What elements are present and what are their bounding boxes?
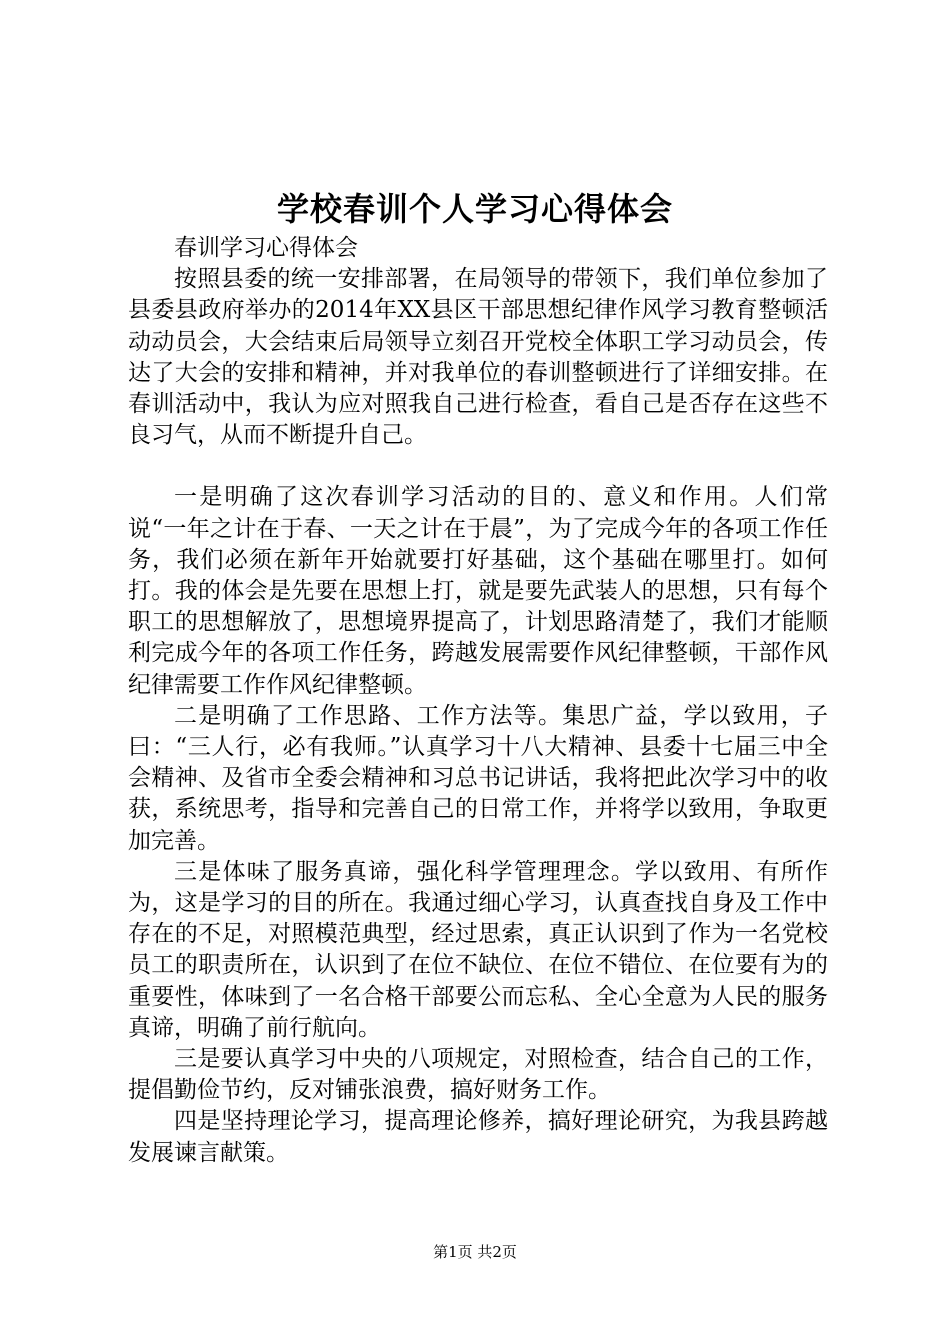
point-four-paragraph: 四是坚持理论学习，提高理论修养，搞好理论研究，为我县跨越发展谏言献策。 — [128, 1108, 828, 1166]
page-number-footer: 第1页 共2页 — [433, 1243, 517, 1261]
point-two-paragraph: 二是明确了工作思路、工作方法等。集思广益，学以致用，子曰：“三人行，必有我师。”认真学习十八大精神、县委十七届三中全会精神、及省市全委会精神和习总书记讲话，我将把此次学习中的收获，系统思考，指导和完善自己的日常工作，并将学以致用，争取更加完善。 — [128, 702, 828, 854]
intro-paragraph: 按照县委的统一安排部署，在局领导的带领下，我们单位参加了县委县政府举办的2014年XX县区干部思想纪律作风学习教育整顿活动动员会，大会结束后局领导立刻召开党校全体职工学习动员会，传达了大会的安排和精神，并对我单位的春训整顿进行了详细安排。在春训活动中，我认为应对照我自己进行检查，看自己是否存在这些不良习气，从而不断提升自己。 — [128, 266, 828, 449]
point-one-paragraph: 一是明确了这次春训学习活动的目的、意义和作用。人们常说“一年之计在于春、一天之计在于晨”，为了完成今年的各项工作任务，我们必须在新年开始就要打好基础，这个基础在哪里打。如何打。我的体会是先要在思想上打，就是要先武装人的思想，只有每个职工的思想解放了，思想境界提高了，计划思路清楚了，我们才能顺利完成今年的各项工作任务，跨越发展需要作风纪律整顿，干部作风纪律需要工作作风纪律整顿。 — [128, 484, 828, 698]
subtitle-paragraph: 春训学习心得体会 — [174, 235, 358, 261]
document-title: 学校春训个人学习心得体会 — [276, 190, 673, 228]
document-body — [128, 233, 828, 1169]
point-three-b-paragraph: 三是要认真学习中央的八项规定，对照检查，结合自己的工作，提倡勤俭节约，反对铺张浪费，搞好财务工作。 — [128, 1046, 828, 1104]
point-three-paragraph: 三是体味了服务真谛，强化科学管理理念。学以致用、有所作为，这是学习的目的所在。我通过细心学习，认真查找自身及工作中存在的不足，对照模范典型，经过思索，真正认识到了作为一名党校员工的职责所在，认识到了在位不缺位、在位不错位、在位要有为的重要性，体味到了一名合格干部要公而忘私、全心全意为人民的服务真谛，明确了前行航向。 — [128, 858, 828, 1041]
